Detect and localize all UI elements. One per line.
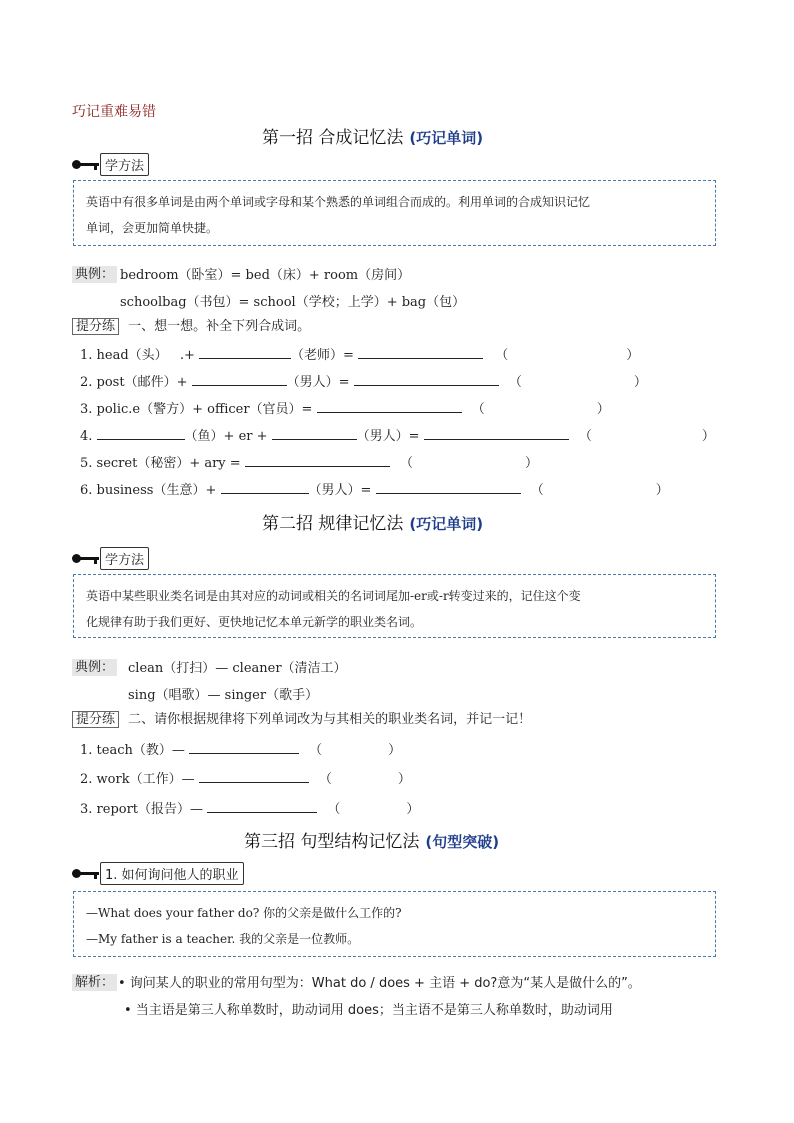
key-icon [72,867,100,881]
exercise-item-2 [80,371,647,390]
paren-close: ） [701,429,715,444]
item-mid: （男人）= [286,375,350,390]
paren-open: （ [309,743,323,758]
item-prefix: 2. post（邮件）+ [80,375,188,390]
blank-input[interactable] [245,454,390,467]
blank-input[interactable] [354,373,499,386]
blank-input[interactable] [207,800,317,813]
section1-title-text: 第一招 合成记忆法 [262,128,404,148]
paren-open: （ [578,429,592,444]
blank-input[interactable] [97,427,185,440]
paren-close: ） [626,348,640,363]
item-prefix: 4. [80,429,93,444]
method-tag-label: 学方法 [100,153,149,176]
blank-input[interactable] [199,346,291,359]
section2-subtitle: (巧记单词) [409,515,484,533]
section1-title [262,123,483,148]
section3-title-text: 第三招 句型结构记忆法 [244,832,420,852]
section2-method-box [73,574,716,638]
method-text-line: 英语中某些职业类名词是由其对应的动词或相关的名词词尾加-er或-r转变过来的，记住这个变 [86,589,581,603]
corner-tag: 巧记重难易错 [72,104,156,120]
section2-example-label: 典例： [72,656,117,675]
section1-example-label: 典例： [72,263,117,282]
section1-example-1: bedroom（卧室）= bed（床）+ room（房间） [120,268,411,283]
section1-example-2: schoolbag（书包）= school（学校；上学）+ bag（包） [120,295,466,310]
section2-practice-row [72,708,531,727]
paren-open: （ [318,772,332,787]
exercise2-item-2 [80,768,411,787]
method-text-line: 英语中有很多单词是由两个单词或字母和某个熟悉的单词组合而成的。利用单词的合成知识记忆 [86,195,591,209]
analysis-label: 解析： [72,971,117,990]
blank-input[interactable] [199,770,309,783]
dialog-line: —My father is a teacher. 我的父亲是一位教师。 [86,932,360,946]
section1-method-tag [72,153,149,176]
exercise-item-4 [80,425,715,444]
practice-title: 二、请你根据规律将下列单词改为与其相关的职业类名词，并记一记！ [128,712,532,727]
item-prefix: 1. head（头） [80,348,168,363]
item-prefix: 6. business（生意）+ [80,483,217,498]
paren-close: ） [655,483,669,498]
section1-practice-row [72,315,310,334]
item-prefix: 1. teach（教）— [80,743,185,758]
paren-open: （ [530,483,544,498]
paren-open: （ [508,375,522,390]
section3-dialog-box [73,891,716,957]
analysis-bullet-1: • 询问某人的职业的常用句型为：What do / does + 主语 + do?意为“某人是做什么的”。 [118,976,641,991]
section3-method-tag [72,862,244,885]
paren-close: ） [633,375,647,390]
exercise-item-1 [80,344,639,363]
item-op: .+ [179,348,195,363]
exercise2-item-1 [80,739,401,758]
section1-method-box [73,180,716,246]
paren-close: ） [524,456,538,471]
analysis-bullet-2: • 当主语是第三人称单数时，助动词用 does；当主语不是第三人称单数时，助动词用 [124,1003,613,1018]
item-mid: （老师）= [291,348,354,363]
blank-input[interactable] [192,373,287,386]
blank-input[interactable] [358,346,483,359]
practice-title: 一、想一想。补全下列合成词。 [128,319,311,334]
blank-input[interactable] [272,427,357,440]
paren-open: （ [471,402,485,417]
section3-subtitle: (句型突破) [425,833,500,851]
item-prefix: 3. polic.e（警方）+ officer（官员）= [80,402,313,417]
blank-input[interactable] [424,427,569,440]
blank-input[interactable] [189,741,299,754]
paren-open: （ [327,802,341,817]
key-icon [72,158,100,172]
blank-input[interactable] [376,481,521,494]
paren-close: ） [406,802,420,817]
exercise-item-6 [80,479,669,498]
section2-title-text: 第二招 规律记忆法 [262,514,404,534]
paren-close: ） [388,743,402,758]
method-text-line: 化规律有助于我们更好、更快地记忆本单元新学的职业类名词。 [86,615,423,629]
section3-title [244,827,499,852]
item-prefix: 3. report（报告）— [80,802,204,817]
section2-title [262,509,483,534]
exercise-item-5 [80,452,538,471]
paren-close: ） [596,402,610,417]
blank-input[interactable] [317,400,462,413]
paren-close: ） [397,772,411,787]
section2-example-2: sing（唱歌）— singer（歌手） [128,688,319,703]
section2-example-1: clean（打扫）— cleaner（清洁工） [128,661,347,676]
paren-open: （ [399,456,413,471]
exercise-item-3 [80,398,610,417]
section1-subtitle: (巧记单词) [409,129,484,147]
practice-tag: 提分练 [72,318,119,335]
item-mid: （鱼）+ er + [184,429,268,444]
method-tag-label: 1. 如何询问他人的职业 [100,862,244,885]
key-icon [72,552,100,566]
blank-input[interactable] [221,481,309,494]
item-mid: （男人）= [356,429,420,444]
item-mid: （男人）= [308,483,372,498]
section2-method-tag [72,547,149,570]
method-text-line: 单词，会更加简单快捷。 [86,221,219,235]
practice-tag: 提分练 [72,711,119,728]
dialog-line: —What does your father do? 你的父亲是做什么工作的? [86,906,402,920]
item-prefix: 2. work（工作）— [80,772,195,787]
exercise2-item-3 [80,798,419,817]
paren-open: （ [495,348,509,363]
method-tag-label: 学方法 [100,547,149,570]
item-prefix: 5. secret（秘密）+ ary = [80,456,241,471]
